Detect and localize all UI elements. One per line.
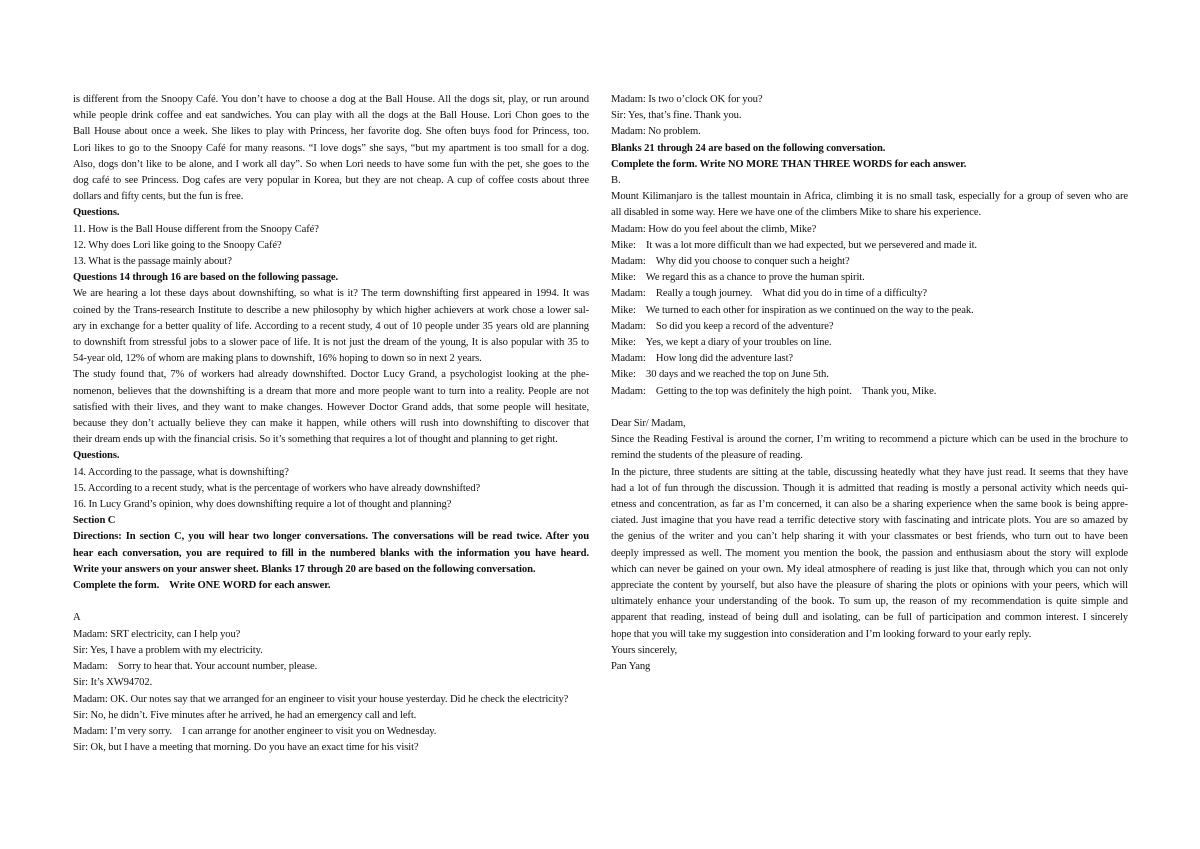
text-line: Mike: Yes, we kept a diary of your troubles on line.	[611, 337, 832, 349]
question-13	[73, 254, 589, 270]
text-line: Madam: How long did the adventure last?	[611, 353, 794, 365]
text-line: ary in exchange for a better quality of life. According to a recent study, 4 out of 10 people under 35 years old are planning	[73, 320, 589, 332]
text-line: 15. According to a recent study, what is the percentage of workers who have already downshifted?	[73, 482, 481, 494]
letter-salutation	[611, 416, 1128, 432]
letter-paragraph-1	[611, 432, 1128, 464]
form-instruction	[73, 578, 589, 594]
letter-paragraph-2	[611, 465, 1128, 643]
text-line: Sir: No, he didn’t. Five minutes after he arrived, he had an emergency call and left.	[73, 709, 417, 721]
text-line	[73, 594, 589, 610]
text-line: Sir: Ok, but I have a meeting that morning. Do you have an exact time for his visit?	[73, 742, 419, 754]
text-line: Also, dogs don’t like to be alone, and I work all day”. So when Lori needs to have some fun with the pet, she goes to the	[73, 158, 589, 170]
text-line: ciated. Just imagine that you have read a terrific detective story with fascinating and intricate plots. You are so amazed by	[611, 515, 1128, 527]
text-line: hear each conversation, you are required to fill in the numbered blanks with the information you have heard.	[73, 547, 589, 559]
dialogue-line	[611, 303, 1128, 319]
question-11	[73, 222, 589, 238]
text-line: to downshift from stressful jobs to a slower pace of life. It is not just the dream of the young, It is also popular with 35 to	[73, 337, 589, 349]
text-line: hope that you will take my suggestion into consideration and I’m looking forward to your early reply.	[611, 628, 1032, 640]
passage-snoopy-cafe	[73, 92, 589, 205]
question-16	[73, 497, 589, 513]
dialogue-line	[611, 335, 1128, 351]
dialogue-line	[73, 659, 589, 675]
text-line: Madam: Is two o’clock OK for you?	[611, 94, 763, 105]
text-line: Sir: Yes, I have a problem with my electricity.	[73, 644, 263, 656]
dialogue-line	[73, 675, 589, 691]
dialogue-line	[73, 692, 589, 708]
dialogue-line	[611, 286, 1128, 302]
dialogue-line	[73, 708, 589, 724]
left-column	[73, 92, 589, 756]
text-line: 16. In Lucy Grand’s opinion, why does downshifting require a lot of thought and planning?	[73, 499, 452, 511]
blank-line	[611, 400, 1128, 416]
text-line: Mike: 30 days and we reached the top on June 5th.	[611, 369, 829, 381]
text-line: We are hearing a lot these days about downshifting, so what is it? The term downshifting first appeared in 1994. It was	[73, 288, 589, 300]
dialogue-line	[611, 367, 1128, 383]
questions-14-16-heading	[73, 270, 589, 286]
text-line: Madam: Sorry to hear that. Your account number, please.	[73, 661, 318, 673]
text-line: while people drink coffee and eat sandwiches. You can play with all the dogs at the Ball House. Lori Chon goes to the	[73, 110, 589, 122]
dialogue-line	[73, 724, 589, 740]
conversation-b-label	[611, 173, 1128, 189]
text-line: Madam: SRT electricity, can I help you?	[73, 628, 241, 640]
text-line: 12. Why does Lori like going to the Snoopy Café?	[73, 239, 282, 251]
blanks-21-24-heading	[611, 141, 1128, 157]
text-line: the genius of the writer and you can’t help sharing it with your classmates or best friends, who turn out to have been	[611, 531, 1128, 543]
dialogue-line	[611, 319, 1128, 335]
text-line: 54-year old, 12% of whom are making plans to downshift, 16% hoping to down so in next 2 years.	[73, 353, 482, 365]
text-line: had a lot of fun through the discussion. Though it is admitted that reading is mostly a personal activity which needs qui-	[611, 482, 1128, 494]
blank-line	[73, 594, 589, 610]
text-line: which can never be gained on your own. My ideal atmosphere of reading is just like that, through which you can not only	[611, 563, 1128, 575]
conversation-a-label	[73, 610, 589, 626]
text-line: satisfied with their lives, and they want to make changes. However Doctor Grand adds, that some people will hesitate,	[73, 401, 589, 413]
text-line: Lori likes to go to the Snoopy Café for many reasons. “I love dogs” she says, “but my apartment is too small for a dog.	[73, 142, 589, 154]
text-line: because they don’t actually believe they can make it happen, while others will rush into downshifting to discover that	[73, 418, 589, 430]
right-column	[611, 92, 1128, 675]
text-line: A	[73, 612, 81, 624]
text-line: dollars and fifty cents, but the fun is free.	[73, 191, 244, 203]
text-line: Complete the form. Write NO MORE THAN THREE WORDS for each answer.	[611, 158, 967, 170]
dialogue-line	[611, 92, 1128, 108]
dialogue-line	[611, 238, 1128, 254]
text-line: 14. According to the passage, what is downshifting?	[73, 466, 289, 478]
text-line: Madam: OK. Our notes say that we arranged for an engineer to visit your house yesterday. Did he check the electricity?	[73, 693, 569, 705]
passage-downshifting-1	[73, 286, 589, 367]
text-line: Directions: In section C, you will hear two longer conversations. The conversations will be read twice. After you	[73, 531, 589, 543]
text-line: ultimately enhance your understanding of the book. To sum up, the reason of my recommendation is quite simple and	[611, 596, 1128, 608]
dialogue-line	[611, 351, 1128, 367]
letter-closing	[611, 643, 1128, 659]
text-line: etness and concentration, as far as I’m concerned, it can also be a sharing experience when the same book is being appre-	[611, 499, 1128, 511]
text-line: Ball House about once a week. She likes to play with Princess, her favorite dog. She often buys food for Princess, too.	[73, 126, 589, 138]
text-line: In the picture, three students are sitting at the table, discussing heatedly what they have just read. It seems that they have	[611, 466, 1128, 478]
text-line: Sir: It’s XW94702.	[73, 677, 153, 689]
text-line: appreciate the content by yourself, but also have the pleasure of sharing the plots or opinions with your peers, which will	[611, 580, 1128, 592]
text-line: Pan Yang	[611, 661, 651, 673]
question-15	[73, 481, 589, 497]
passage-downshifting-2	[73, 367, 589, 448]
text-line: Complete the form. Write ONE WORD for each answer.	[73, 580, 331, 592]
dialogue-line	[611, 222, 1128, 238]
text-line: Madam: I’m very sorry. I can arrange for another engineer to visit you on Wednesday.	[73, 725, 437, 737]
letter-signature	[611, 659, 1128, 675]
dialogue-line	[73, 740, 589, 756]
text-line: Dear Sir/ Madam,	[611, 418, 686, 430]
text-line: Mike: We turned to each other for inspiration as we continued on the way to the peak.	[611, 304, 974, 316]
dialogue-line	[73, 643, 589, 659]
text-line: Mike: We regard this as a chance to prove the human spirit.	[611, 272, 865, 284]
section-c-directions	[73, 529, 589, 578]
text-line	[611, 400, 1128, 416]
text-line: all disabled in some way. Here we have one of the climbers Mike to share his experience.	[611, 207, 981, 219]
text-line: Questions 14 through 16 are based on the following passage.	[73, 272, 339, 284]
text-line: Mike: It was a lot more difficult than we had expected, but we persevered and made it.	[611, 239, 977, 251]
text-line: nomenon, believes that the downshifting is a dream that more and more people want to turn into a reality. People are not	[73, 385, 589, 397]
dialogue-line	[611, 270, 1128, 286]
text-line: Sir: Yes, that’s fine. Thank you.	[611, 110, 742, 122]
text-line: dog café to see Princess. Dog cafes are very popular in Korea, but they are not cheap. A cup of coffee costs about three	[73, 175, 589, 187]
question-14	[73, 465, 589, 481]
conversation-b-intro	[611, 189, 1128, 221]
text-line: coined by the Trans-research Institute to describe a new philosophy by which higher achievers at work chose a lower sal-	[73, 304, 589, 316]
text-line: remind the students of the pleasure of reading.	[611, 450, 803, 462]
dialogue-line	[611, 124, 1128, 140]
text-line: apparent that reading, instead of being dull and isolating, can be full of participation and common interest. I sincerely	[611, 612, 1128, 624]
questions-heading	[73, 448, 589, 464]
text-line: B.	[611, 175, 621, 187]
questions-heading	[73, 205, 589, 221]
text-line: Madam: Really a tough journey. What did you do in time of a difficulty?	[611, 288, 928, 300]
form-instruction	[611, 157, 1128, 173]
text-line: Since the Reading Festival is around the corner, I’m writing to recommend a picture which can be used in the brochure to	[611, 434, 1128, 446]
dialogue-line	[73, 627, 589, 643]
text-line: 11. How is the Ball House different from the Snoopy Café?	[73, 223, 319, 235]
text-line: Madam: No problem.	[611, 126, 701, 138]
section-c-heading	[73, 513, 589, 529]
text-line: Yours sincerely,	[611, 644, 678, 656]
text-line: Blanks 21 through 24 are based on the following conversation.	[611, 142, 886, 154]
text-line: their dream ends up with the financial crisis. So it’s something that requires a lot of thought and planning to get right.	[73, 434, 558, 446]
text-line: The study found that, 7% of workers had already downshifted. Doctor Lucy Grand, a psychologist looking at the phe-	[73, 369, 589, 381]
text-line: Madam: Getting to the top was definitely the high point. Thank you, Mike.	[611, 385, 937, 397]
text-line: 13. What is the passage mainly about?	[73, 256, 232, 268]
dialogue-line	[611, 384, 1128, 400]
dialogue-line	[611, 254, 1128, 270]
text-line: Questions.	[73, 207, 120, 219]
text-line: Madam: How do you feel about the climb, Mike?	[611, 223, 817, 235]
text-line: Questions.	[73, 450, 120, 462]
text-line: Madam: Why did you choose to conquer such a height?	[611, 256, 850, 268]
text-line: Madam: So did you keep a record of the adventure?	[611, 320, 834, 332]
text-line: is different from the Snoopy Café. You don’t have to choose a dog at the Ball House. All the dogs sit, play, or run around	[73, 94, 589, 105]
question-12	[73, 238, 589, 254]
text-line: Write your answers on your answer sheet. Blanks 17 through 20 are based on the following conversation.	[73, 563, 536, 575]
text-line: deeply impressed as well. The moment you mention the book, the passion and enthusiasm about the story will explode	[611, 547, 1128, 559]
text-line: Mount Kilimanjaro is the tallest mountain in Africa, climbing it is no small task, especially for a group of seven who are	[611, 191, 1128, 203]
dialogue-line	[611, 108, 1128, 124]
text-line: Section C	[73, 515, 116, 527]
